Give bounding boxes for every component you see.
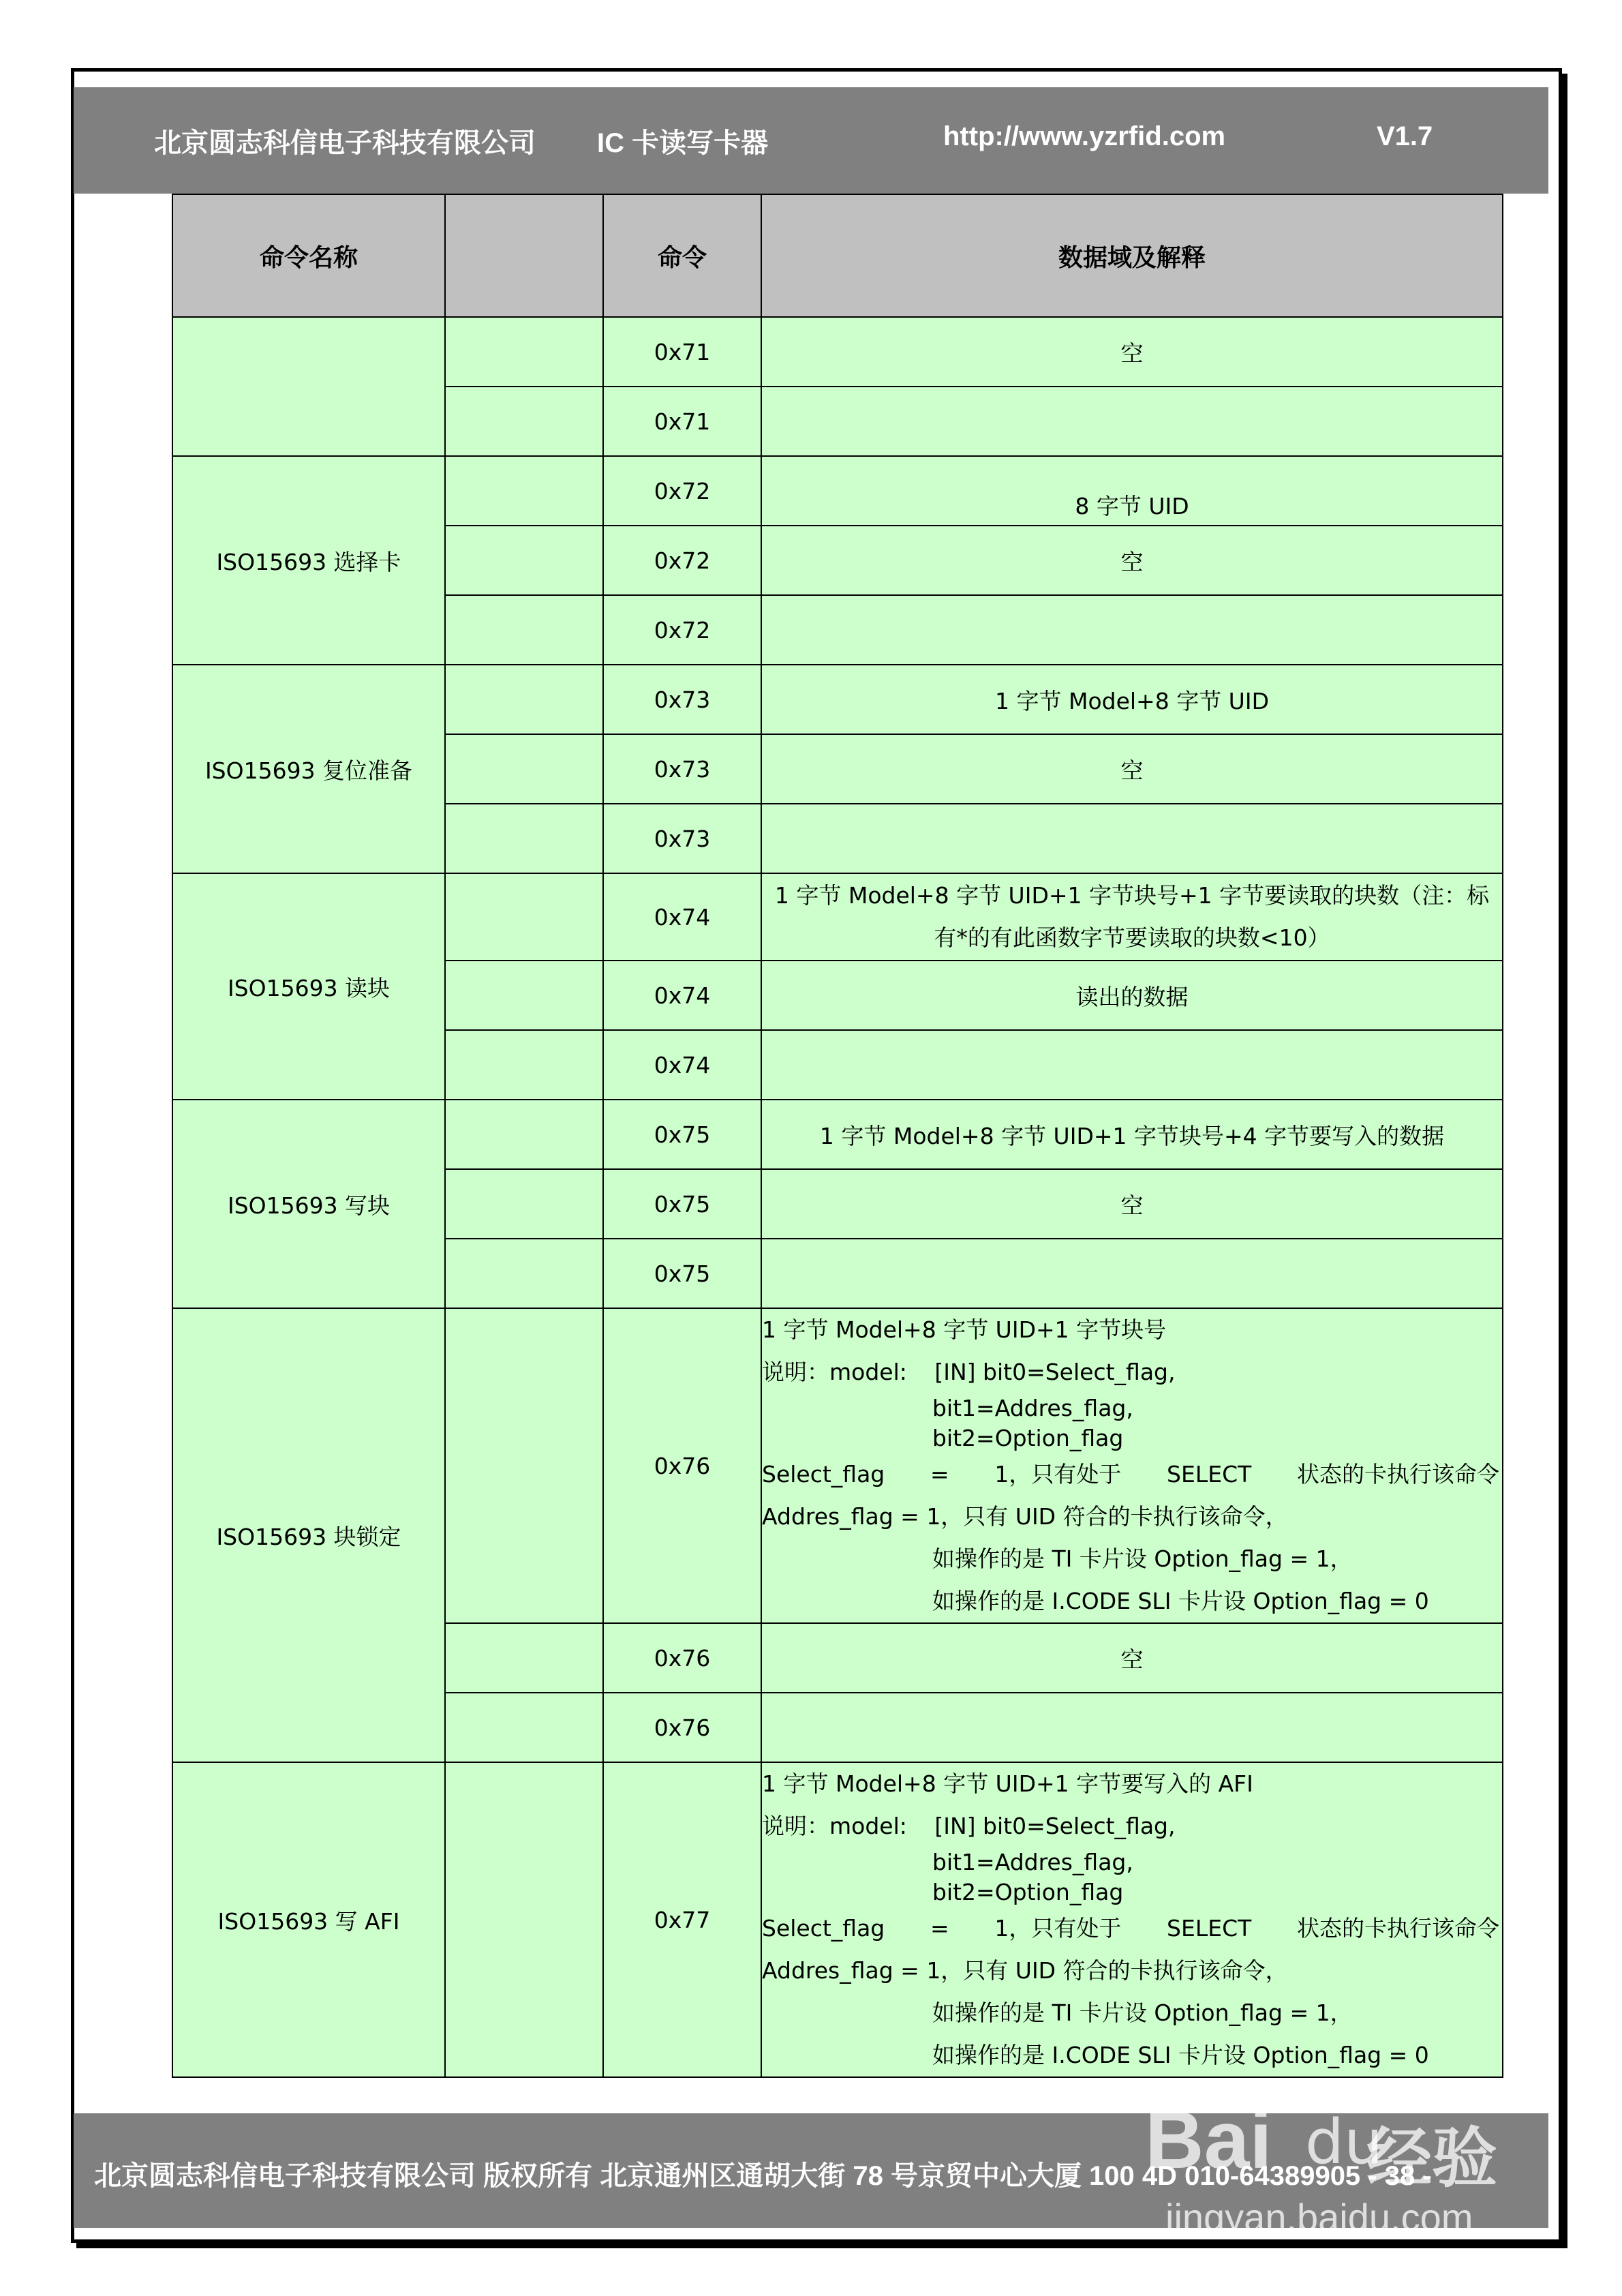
table-row: [172, 317, 1503, 387]
command-name-cell: ISO15693 写块: [172, 1100, 445, 1308]
col-header-data: 数据域及解释: [761, 194, 1503, 317]
data-desc: [761, 804, 1503, 873]
data-desc: 空: [761, 526, 1503, 595]
desc-line: Addres_flag = 1，只有 UID 符合的卡执行该命令，: [762, 1503, 1288, 1530]
desc-word: 状态的卡执行该命令: [1296, 1461, 1499, 1487]
desc-line: bit2=Option_flag: [932, 1425, 1124, 1451]
page-header: [74, 87, 1548, 194]
desc-line: 1 字节 Model+8 字节 UID+1 字节块号: [762, 1316, 1167, 1343]
blank-cell: [445, 1308, 603, 1623]
blank-cell: [445, 595, 603, 665]
desc-word: SELECT: [1167, 1461, 1252, 1487]
desc-label: 说明：model:: [762, 1359, 907, 1385]
desc-line: Addres_flag = 1，只有 UID 符合的卡执行该命令，: [762, 1957, 1288, 1984]
data-desc-line: 1 字节 Model+8 字节 UID+1 字节块号+1 字节要读取的块数（注：标: [774, 882, 1490, 909]
blank-cell: [445, 1623, 603, 1693]
blank-cell: [445, 665, 603, 734]
table-row: [172, 1308, 1503, 1623]
data-desc: 8 字节 UID: [761, 456, 1503, 526]
command-name-cell: ISO15693 复位准备: [172, 665, 445, 873]
desc-line: [762, 1805, 1502, 1847]
data-desc: [761, 1239, 1503, 1308]
command-name-cell: ISO15693 写 AFI: [172, 1762, 445, 2077]
blank-cell: [445, 317, 603, 387]
desc-line: 如操作的是 I.CODE SLI 卡片设 Option_flag = 0: [932, 1588, 1429, 1614]
desc-line: [762, 1351, 1502, 1393]
data-desc: 1 字节 Model+8 字节 UID+1 字节块号+4 字节要写入的数据: [761, 1100, 1503, 1169]
blank-cell: [445, 456, 603, 526]
data-desc: 空: [761, 317, 1503, 387]
desc-word: =: [930, 1461, 949, 1487]
command-code: 0x74: [603, 961, 761, 1030]
header-product: IC 卡读写卡器: [597, 128, 769, 158]
command-code: 0x73: [603, 734, 761, 804]
command-code: 0x73: [603, 804, 761, 873]
desc-word: =: [930, 1915, 949, 1942]
blank-cell: [445, 387, 603, 456]
col-header-name: 命令名称: [172, 194, 445, 317]
header-version: V1.7: [1377, 121, 1433, 151]
table-row: [172, 1100, 1503, 1169]
desc-word: 1，只有处于: [994, 1461, 1122, 1487]
table-row: [172, 456, 1503, 526]
header-company: 北京圆志科信电子科技有限公司: [154, 128, 536, 158]
blank-cell: [445, 1100, 603, 1169]
watermark-url: jingyan.baidu.com: [1165, 2196, 1473, 2239]
desc-line: bit1=Addres_flag,: [932, 1395, 1133, 1421]
table-header-row: [172, 194, 1503, 317]
data-desc: [761, 873, 1503, 961]
desc-value: [IN] bit0=Select_flag,: [934, 1359, 1176, 1385]
table-row: [172, 1762, 1503, 2077]
data-desc: 空: [761, 1623, 1503, 1693]
desc-word: Select_flag: [762, 1461, 885, 1487]
command-code: 0x77: [603, 1762, 761, 2077]
watermark-jingyan: 经验: [1366, 2120, 1497, 2196]
command-name-cell: [172, 317, 445, 456]
desc-word: Select_flag: [762, 1915, 885, 1942]
desc-word: SELECT: [1167, 1915, 1252, 1942]
data-desc: [761, 595, 1503, 665]
command-code: 0x71: [603, 387, 761, 456]
command-code: 0x76: [603, 1308, 761, 1623]
blank-cell: [445, 1693, 603, 1762]
command-code: 0x76: [603, 1693, 761, 1762]
desc-line-justified: [762, 1453, 1502, 1496]
command-name-cell: ISO15693 选择卡: [172, 456, 445, 665]
blank-cell: [445, 734, 603, 804]
desc-word: 1，只有处于: [994, 1915, 1122, 1942]
command-name-cell: ISO15693 块锁定: [172, 1308, 445, 1762]
command-code: 0x76: [603, 1623, 761, 1693]
desc-line: bit1=Addres_flag,: [932, 1849, 1133, 1875]
desc-label: 说明：model:: [762, 1813, 907, 1839]
command-code: 0x74: [603, 1030, 761, 1100]
command-code: 0x75: [603, 1239, 761, 1308]
blank-cell: [445, 1030, 603, 1100]
data-desc: 空: [761, 1169, 1503, 1239]
command-code: 0x72: [603, 526, 761, 595]
command-code: 0x75: [603, 1100, 761, 1169]
table-row: [172, 665, 1503, 734]
command-code: 0x74: [603, 873, 761, 961]
desc-word: 状态的卡执行该命令: [1296, 1915, 1499, 1942]
command-code: 0x75: [603, 1169, 761, 1239]
command-name-cell: ISO15693 读块: [172, 873, 445, 1100]
desc-value: [IN] bit0=Select_flag,: [934, 1813, 1176, 1839]
blank-cell: [445, 961, 603, 1030]
command-code: 0x71: [603, 317, 761, 387]
data-desc: 读出的数据: [761, 961, 1503, 1030]
desc-line: bit2=Option_flag: [932, 1879, 1124, 1905]
blank-cell: [445, 1762, 603, 2077]
blank-cell: [445, 804, 603, 873]
desc-line: 1 字节 Model+8 字节 UID+1 字节要写入的 AFI: [762, 1770, 1253, 1797]
col-header-blank: [445, 194, 603, 317]
command-table: [172, 194, 1503, 2078]
blank-cell: [445, 526, 603, 595]
data-desc: 1 字节 Model+8 字节 UID: [761, 665, 1503, 734]
data-desc: [761, 1693, 1503, 1762]
col-header-command: 命令: [603, 194, 761, 317]
command-code: 0x72: [603, 595, 761, 665]
data-desc: 空: [761, 734, 1503, 804]
blank-cell: [445, 1239, 603, 1308]
watermark-logo: Bai: [1145, 2094, 1272, 2186]
command-code: 0x72: [603, 456, 761, 526]
page-footer: [74, 2113, 1548, 2228]
data-desc-block: [761, 1762, 1503, 2077]
data-desc-line: 有*的有此函数字节要读取的块数<10）: [934, 924, 1330, 951]
footer-text: 北京圆志科信电子科技有限公司 版权所有 北京通州区通胡大街 78 号京贸中心大厦 100 4D 010-64389905 - 38 -: [94, 2161, 1432, 2191]
desc-line: 如操作的是 I.CODE SLI 卡片设 Option_flag = 0: [932, 2042, 1429, 2068]
data-desc: [761, 1030, 1503, 1100]
header-url[interactable]: http://www.yzrfid.com: [943, 121, 1226, 151]
blank-cell: [445, 1169, 603, 1239]
desc-line: 如操作的是 TI 卡片设 Option_flag = 1，: [932, 1545, 1353, 1572]
data-desc: [761, 387, 1503, 456]
command-code: 0x73: [603, 665, 761, 734]
table-row: [172, 873, 1503, 961]
blank-cell: [445, 873, 603, 961]
paw-icon: du: [1305, 2106, 1383, 2178]
data-desc-block: [761, 1308, 1503, 1623]
desc-line-justified: [762, 1907, 1502, 1950]
desc-line: 如操作的是 TI 卡片设 Option_flag = 1，: [932, 1999, 1353, 2026]
